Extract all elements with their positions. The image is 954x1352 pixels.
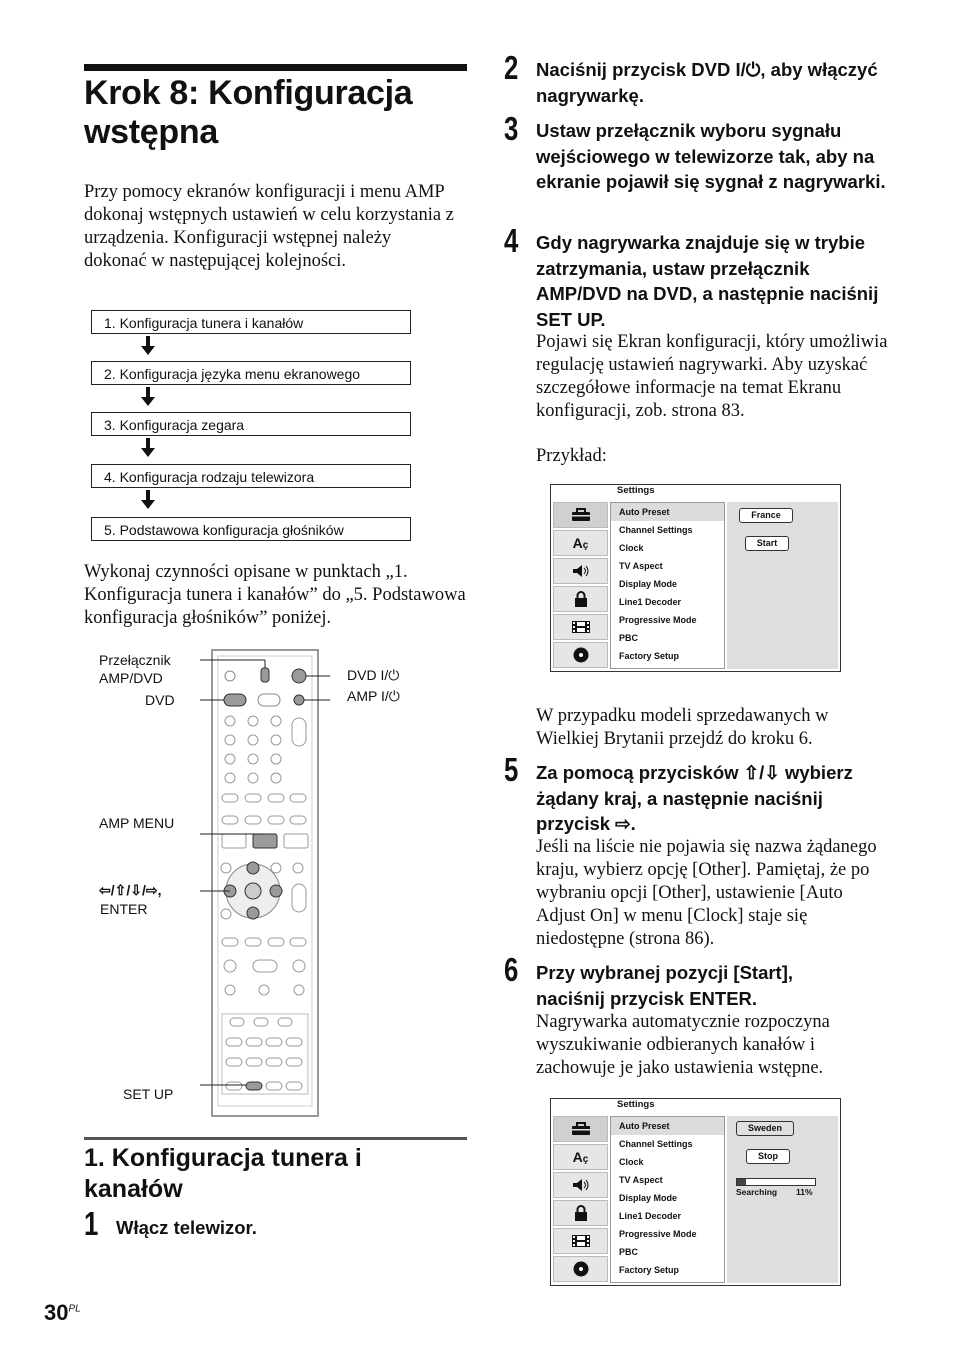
switch-label-line1: Przełącznik [99, 652, 171, 668]
settings-title: Settings [617, 1099, 655, 1110]
flow-step-4: 4. Konfiguracja rodzaju telewizora [91, 464, 411, 488]
step-5-body: Jeśli na liście nie pojawia się nazwa żądanego kraju, wybierz opcję [Other]. Pamiętaj, że po wybraniu opcji [Other], ustawienie [Auto Adjust On] w menu [Clock] staje się niedostępne (strona 86). [536, 837, 877, 949]
step-5-heading: Za pomocą przycisków ⇧/⇩ wybierz żądany kraj, a następnie naciśnij przycisk ⇨. [536, 762, 853, 834]
page-lang: PL [68, 1303, 81, 1315]
settings-panel [727, 1116, 838, 1283]
dvd-power-label: DVD I/⏻ [347, 667, 400, 683]
settings-icon-column [553, 502, 608, 670]
setup-label: SET UP [123, 1086, 174, 1102]
intro-paragraph: Przy pomocy ekranów konfiguracji i menu AMP dokonaj wstępnych ustawień w celu korzystania z urządzenia. Konfiguracji wstępnej należy dokonać w następującej kolejności. [84, 182, 454, 271]
down-arrow-icon [140, 438, 156, 458]
section-title: 1. Konfiguracja tunera i kanałów [84, 1144, 362, 1203]
search-percent: 11% [796, 1187, 813, 1197]
menu-item[interactable]: Line1 Decoder [619, 1211, 682, 1221]
toolbox-icon [553, 502, 608, 528]
down-arrow-icon [140, 387, 156, 407]
menu-item[interactable]: TV Aspect [619, 561, 663, 571]
dvd-label: DVD [145, 692, 175, 708]
menu-item[interactable]: Auto Preset [611, 1117, 724, 1135]
step-number-4: 4 [504, 222, 519, 259]
flow-step-2: 2. Konfiguracja języka menu ekranowego [91, 361, 411, 385]
enter-label: ENTER [100, 901, 148, 917]
step-4-body: Pojawi się Ekran konfiguracji, który umożliwia regulację ustawień nagrywarki. Aby uzyskać szczegółowe informacje na temat Ekranu konfiguracji, zob. strona 83. [536, 332, 888, 421]
settings-panel [727, 502, 838, 669]
flow-step-1: 1. Konfiguracja tunera i kanałów [91, 310, 411, 334]
after-flow-paragraph: Wykonaj czynności opisane w punktach „1. Konfiguracja tunera i kanałów” do „5. Podstawowa konfiguracja głośników” poniżej. [84, 562, 466, 628]
example-label: Przykład: [536, 446, 607, 466]
down-arrow-icon [140, 490, 156, 510]
settings-icon-column [553, 1116, 608, 1284]
step-1-heading: Włącz telewizor. [116, 1217, 257, 1238]
step-number-3: 3 [504, 110, 519, 147]
uk-note: W przypadku modeli sprzedawanych w Wielkiej Brytanii przejdź do kroku 6. [536, 706, 829, 749]
step-2-heading: Naciśnij przycisk DVD I/⏻, aby włączyć nagrywarkę. [536, 59, 878, 106]
title-rule [84, 64, 467, 71]
menu-item[interactable]: Display Mode [619, 579, 678, 589]
step-number-1: 1 [84, 1205, 99, 1242]
disc-icon [553, 642, 608, 668]
film-icon [553, 1228, 608, 1254]
menu-item[interactable]: Line1 Decoder [619, 597, 682, 607]
menu-item[interactable]: Display Mode [619, 1193, 678, 1203]
speaker-icon [553, 558, 608, 584]
menu-item[interactable]: PBC [619, 633, 639, 643]
flow-step-5: 5. Podstawowa konfiguracja głośników [91, 517, 411, 541]
step-3-heading: Ustaw przełącznik wyboru sygnału wejściowego w telewizorze tak, aby na ekranie pojawił się sygnał z nagrywarki. [536, 120, 886, 192]
speaker-icon [553, 1172, 608, 1198]
step-6-heading: Przy wybranej pozycji [Start], naciśnij przycisk ENTER. [536, 962, 794, 1009]
menu-item[interactable]: Clock [619, 1157, 644, 1167]
step-4-heading: Gdy nagrywarka znajduje się w trybie zatrzymania, ustaw przełącznik AMP/DVD na DVD, a następnie naciśnij SET UP. [536, 232, 879, 330]
stop-button[interactable]: Stop [746, 1149, 790, 1164]
menu-item[interactable]: Channel Settings [619, 525, 693, 535]
lock-icon [553, 586, 608, 612]
progress-bar [736, 1178, 816, 1186]
search-status: Searching [736, 1187, 778, 1197]
step-6-body: Nagrywarka automatycznie rozpoczyna wyszukiwanie odbieranych kanałów i zachowuje je jako ustawienia wstępne. [536, 1012, 830, 1078]
settings-screen-searching [550, 1098, 841, 1286]
film-icon [553, 614, 608, 640]
remote-control-icon [200, 648, 330, 1118]
start-button[interactable]: Start [745, 536, 789, 551]
menu-item[interactable]: TV Aspect [619, 1175, 663, 1185]
step-number-6: 6 [504, 951, 519, 988]
step-number-5: 5 [504, 751, 519, 788]
menu-item[interactable]: Factory Setup [619, 651, 680, 661]
language-icon: Aç [553, 1144, 608, 1170]
switch-label-line2: AMP/DVD [99, 670, 163, 686]
settings-screen-example [550, 484, 841, 672]
amp-power-label: AMP I/⏻ [347, 688, 400, 704]
settings-title: Settings [617, 485, 655, 496]
amp-menu-label: AMP MENU [99, 815, 175, 831]
country-select[interactable]: Sweden [736, 1121, 794, 1136]
down-arrow-icon [140, 336, 156, 356]
menu-item[interactable]: Channel Settings [619, 1139, 693, 1149]
flow-step-3: 3. Konfiguracja zegara [91, 412, 411, 436]
menu-item[interactable]: Clock [619, 543, 644, 553]
settings-menu [610, 1116, 725, 1283]
toolbox-icon [553, 1116, 608, 1142]
disc-icon [553, 1256, 608, 1282]
country-select[interactable]: France [739, 508, 793, 523]
settings-menu [610, 502, 725, 669]
language-icon: Aç [553, 530, 608, 556]
step-number-2: 2 [504, 49, 519, 86]
arrows-label: ⇦/⇧/⇩/⇨, [99, 882, 162, 898]
lock-icon [553, 1200, 608, 1226]
page-number [44, 1300, 81, 1326]
page-title: Krok 8: Konfiguracja wstępna [84, 74, 413, 151]
menu-item[interactable]: PBC [619, 1247, 639, 1257]
menu-item[interactable]: Progressive Mode [619, 615, 697, 625]
menu-item[interactable]: Auto Preset [611, 503, 724, 521]
menu-item[interactable]: Factory Setup [619, 1265, 680, 1275]
menu-item[interactable]: Progressive Mode [619, 1229, 697, 1239]
progress-fill [737, 1179, 746, 1185]
page-number-value: 30 [44, 1300, 69, 1325]
section-rule [84, 1137, 467, 1140]
